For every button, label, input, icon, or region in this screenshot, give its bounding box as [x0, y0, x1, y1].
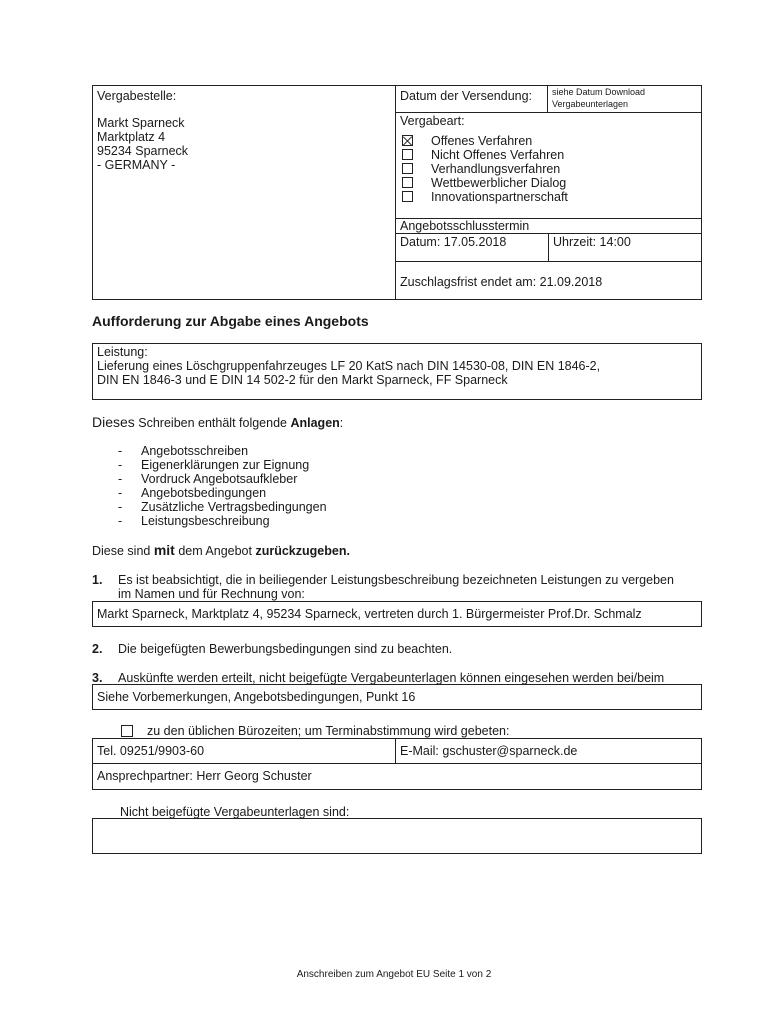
return-bold: zurückzugeben.	[255, 544, 350, 558]
list-item	[118, 486, 518, 500]
list-dash: -	[118, 500, 123, 514]
list-dash: -	[118, 486, 123, 500]
vergabestelle-label: Vergabestelle:	[97, 89, 177, 103]
address-line-4: - GERMANY -	[97, 158, 176, 172]
offenes-verfahren-checkbox[interactable]	[402, 135, 413, 146]
datum-versendung-value-2: Vergabeunterlagen	[552, 99, 629, 109]
return-note	[92, 543, 350, 558]
list-item	[118, 500, 518, 514]
list-item	[118, 472, 518, 486]
office-hours-label: zu den üblichen Bürozeiten; um Terminabstimmung wird gebeten:	[147, 724, 510, 738]
section-1-text-2: im Namen und für Rechnung von:	[118, 587, 305, 601]
list-item	[118, 458, 518, 472]
offenes-verfahren-label: Offenes Verfahren	[431, 134, 533, 148]
list-dash: -	[118, 458, 123, 472]
tel-value: Tel. 09251/9903-60	[97, 744, 205, 758]
leistung-line-2: DIN EN 1846-3 und E DIN 14 502-2 für den Markt Sparneck, FF Sparneck	[97, 373, 508, 387]
verhandlungsverfahren-checkbox[interactable]	[402, 163, 413, 174]
section-2-text: Die beigefügten Bewerbungsbedingungen sind zu beachten.	[118, 642, 453, 656]
section-1-text-1: Es ist beabsichtigt, die in beiliegender Leistungsbeschreibung bezeichneten Leistungen zu vergeben	[118, 573, 674, 587]
zuschlagsfrist-value: Zuschlagsfrist endet am: 21.09.2018	[400, 275, 603, 289]
vergabeart-label: Vergabeart:	[400, 114, 465, 128]
list-item-text: Zusätzliche Vertragsbedingungen	[141, 500, 327, 514]
wettbewerblicher-dialog-checkbox[interactable]	[402, 177, 413, 188]
innovationspartnerschaft-checkbox[interactable]	[402, 191, 413, 202]
datum-bottom-line	[395, 261, 702, 262]
return-pre: Diese sind	[92, 544, 154, 558]
wettbewerblicher-dialog-label: Wettbewerblicher Dialog	[431, 176, 567, 190]
ansprechpartner-value: Ansprechpartner: Herr Georg Schuster	[97, 769, 312, 783]
section-2-number: 2.	[92, 642, 103, 656]
datum-value: Datum: 17.05.2018	[400, 235, 507, 249]
verhandlungsverfahren-label: Verhandlungsverfahren	[431, 162, 561, 176]
address-line-1: Markt Sparneck	[97, 116, 185, 130]
address-line-3: 95234 Sparneck	[97, 144, 189, 158]
list-dash: -	[118, 472, 123, 486]
address-line-2: Marktplatz 4	[97, 130, 166, 144]
list-item-text: Eigenerklärungen zur Eignung	[141, 458, 310, 472]
datum-uhrzeit-divider	[548, 233, 549, 261]
angebotsschluss-label: Angebotsschlusstermin	[400, 219, 530, 233]
not-included-label: Nicht beigefügte Vergabeunterlagen sind:	[120, 805, 350, 819]
datum-versendung-value-1: siehe Datum Download	[552, 87, 646, 97]
section-3-text: Auskünfte werden erteilt, nicht beigefügte Vergabeunterlagen können eingesehen werden bei/beim	[118, 671, 665, 685]
anlagen-intro-middle: Schreiben enthält folgende	[134, 416, 291, 430]
anlagen-intro	[92, 415, 343, 430]
anlagen-intro-end: :	[339, 416, 344, 430]
uhrzeit-value: Uhrzeit: 14:00	[553, 235, 631, 249]
email-value: E-Mail: gschuster@sparneck.de	[400, 744, 578, 758]
innovationspartnerschaft-label: Innovationspartnerschaft	[431, 190, 568, 204]
section-1-number: 1.	[92, 573, 103, 587]
nicht-offenes-verfahren-checkbox[interactable]	[402, 149, 413, 160]
list-dash: -	[118, 444, 123, 458]
page-title: Aufforderung zur Abgabe eines Angebots	[92, 313, 369, 329]
anlagen-intro-dieses: Dieses	[92, 414, 135, 430]
list-item-text: Angebotsbedingungen	[141, 486, 267, 500]
datum-versendung-label: Datum der Versendung:	[400, 89, 533, 103]
contact-table-row-line	[92, 763, 702, 764]
versendung-bottom-line	[395, 112, 702, 113]
anlagen-intro-bold: Anlagen	[290, 416, 340, 430]
office-hours-checkbox[interactable]	[121, 725, 133, 737]
header-table-divider	[395, 85, 396, 300]
section-3-box-text: Siehe Vorbemerkungen, Angebotsbedingungen, Punkt 16	[97, 690, 416, 704]
list-item-text: Vordruck Angebotsaufkleber	[141, 472, 298, 486]
list-item-text: Leistungsbeschreibung	[141, 514, 270, 528]
return-mit: mit	[153, 542, 175, 558]
list-dash: -	[118, 514, 123, 528]
list-item-text: Angebotsschreiben	[141, 444, 249, 458]
not-included-box	[92, 818, 702, 854]
leistung-label: Leistung:	[97, 345, 148, 359]
return-mid: dem Angebot	[174, 544, 256, 558]
list-item	[118, 444, 518, 458]
page-footer: Anschreiben zum Angebot EU Seite 1 von 2	[296, 969, 492, 980]
section-3-number: 3.	[92, 671, 103, 685]
anlagen-list	[118, 444, 518, 528]
nicht-offenes-verfahren-label: Nicht Offenes Verfahren	[431, 148, 565, 162]
list-item	[118, 514, 518, 528]
versendung-divider	[547, 85, 548, 112]
contact-table-divider	[395, 738, 396, 763]
leistung-line-1: Lieferung eines Löschgruppenfahrzeuges LF 20 KatS nach DIN 14530-08, DIN EN 1846-2,	[97, 359, 601, 373]
section-1-box-text: Markt Sparneck, Marktplatz 4, 95234 Sparneck, vertreten durch 1. Bürgermeister Prof.Dr. Schmalz	[97, 607, 642, 621]
